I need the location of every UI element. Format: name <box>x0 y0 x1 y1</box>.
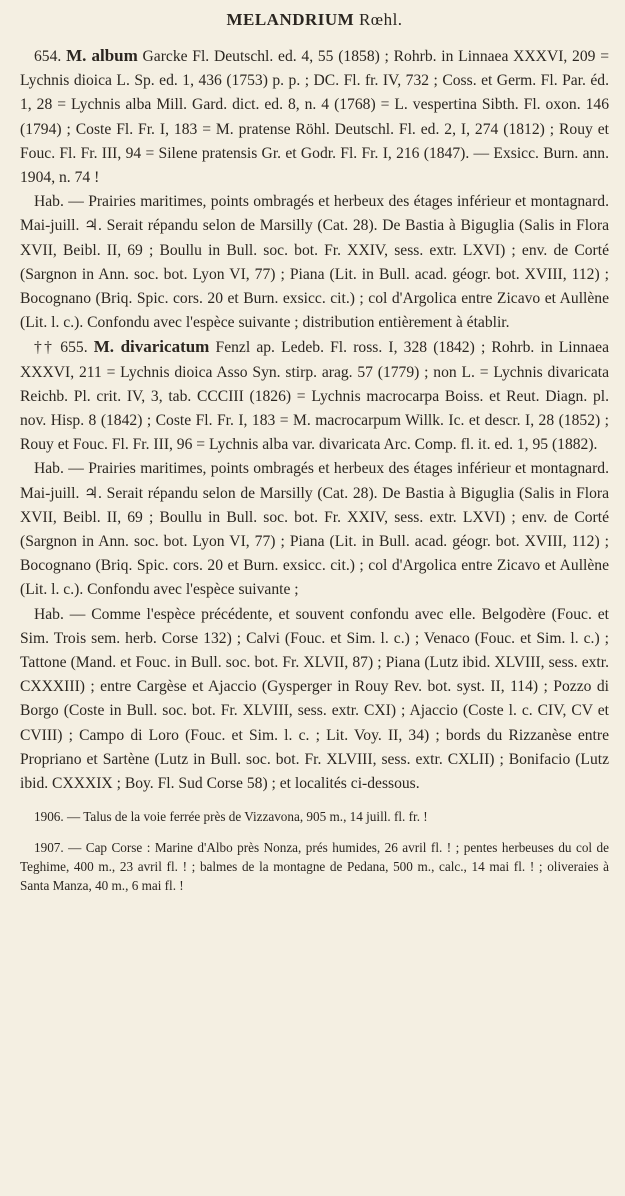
observation-1907: 1907. — Cap Corse : Marine d'Albo près Nonza, prés humides, 26 avril fl. ! ; pentes herbeuses du col de Teghime, 400 m., 23 avril fl. ! ; balmes de la montagne de Pedana, 500 m., calc., 14 mai fl. ! ; oliveraies à Santa Manza, 40 m., 6 mai fl. ! <box>20 840 609 893</box>
observation-1906: 1906. — Talus de la voie ferrée près de Vizzavona, 905 m., 14 juill. fl. fr. ! <box>34 809 428 825</box>
species-654-number: 654. <box>34 48 62 65</box>
running-head <box>20 10 609 30</box>
species-654-name: M. album <box>66 46 138 65</box>
species-655-number: 655. <box>60 339 88 357</box>
species-654-habitat: Hab. — Prairies maritimes, points ombragés et herbeux des étages inférieur et montagnard. Mai-juill. ♃. Serait répandu selon de Marsilly (Cat. 28). De Bastia à Biguglia (Salis in Flora XVII, Beibl. II, 69 ; Boullu in Bull. soc. bot. Fr. XXIV, sess. extr. LXVI) ; env. de Corté (Sargnon in Ann. soc. bot. Lyon VI, 77) ; Piana (Lit. in Bull. acad. géogr. bot. XVIII, 112) ; Bocognano (Briq. Spic. cors. 20 et Burn. exsicc. cit.) ; col d'Argolica entre Zicavo et Aullène (Lit. l. c.). Confondu avec l'espèce suivante ; distribution entièrement à établir. <box>20 193 609 332</box>
species-655-habitat: Hab. — Comme l'espèce précédente, et souvent confondu avec elle. Belgodère (Fouc. et Sim. Trois sem. herb. Corse 132) ; Calvi (Fouc. et Sim. l. c.) ; Venaco (Fouc. et Sim. l. c.) ; Tattone (Mand. et Fouc. in Bull. soc. bot. Fr. XLVII, 87) ; Piana (Lutz ibid. XLVIII, sess. extr. CXXXIII) ; entre Cargèse et Ajaccio (Gysperger in Rouy Rev. bot. syst. II, 114) ; Pozzo di Borgo (Coste in Bull. soc. bot. Fr. XLVIII, sess. extr. CXI) ; Ajaccio (Coste l. c. CIV, CV et CVIII) ; Campo di Loro (Fouc. et Sim. l. c. ; Lit. Voy. II, 34) ; bords du Rizzanèse entre Propriano et Sartène (Lutz in Bull. soc. bot. Fr. XLVIII, sess. extr. CXLII) ; Bonifacio (Lutz ibid. CXXXIX ; Boy. Fl. Sud Corse 58) ; et localités ci-dessous. <box>20 605 609 793</box>
species-654-synonymy: Garcke Fl. Deutschl. ed. 4, 55 (1858) ; Rohrb. in Linnaea XXXVI, 209 = Lychnis dioica L. Sp. ed. 1, 436 (1753) p. p. ; DC. Fl. fr. IV, 732 ; Coss. et Germ. Fl. Par. éd. 1, 28 = Lychnis alba Mill. Gard. dict. ed. 8, n. 4 (1768) = L. vespertina Sibth. Fl. oxon. 146 (1794) ; Coste Fl. Fr. I, 183 = M. pratense Röhl. Deutschl. Fl. ed. 2, I, 274 (1812) ; Rouy et Fouc. Fl. Fr. III, 94 = Silene pratensis Gr. et Godr. Fl. Fr. I, 216 (1847). — Exsicc. Burn. ann. 1904, n. 74 ! <box>20 48 609 187</box>
running-head-genus: MELANDRIUM <box>226 10 355 29</box>
species-655-marker: †† <box>34 339 55 357</box>
species-655-name: M. divaricatum <box>93 337 210 357</box>
species-655-synonymy: Fenzl ap. Ledeb. Fl. ross. I, 328 (1842) ; Rohrb. in Linnaea XXXVI, 211 = Lychnis dioica Asso Syn. stirp. arag. 57 (1779) ; non L. = Lychnis divaricata Reichb. Pl. crit. IV, 3, tab. CCCIII (1826) = Lychnis macrocarpa Boiss. et Reut. Diagn. pl. nov. Hisp. 8 (1842) ; Coste Fl. Fr. I, 183 = M. macrocarpum Willk. Ic. et descr. I, 28 (1852) ; Rouy et Fouc. Fl. Fr. III, 96 = Lychnis alba var. divaricata Arc. Comp. fl. it. ed. 1, 95 (1882). <box>20 339 609 454</box>
species-655-entry <box>20 335 609 457</box>
species-655-habitat-repeat: Hab. — Prairies maritimes, points ombragés et herbeux des étages inférieur et montagnard. Mai-juill. ♃. Serait répandu selon de Marsilly (Cat. 28). De Bastia à Biguglia (Salis in Flora XVII, Beibl. II, 69 ; Boullu in Bull. soc. bot. Fr. XXIV, sess. extr. LXVI) ; env. de Corté (Sargnon in Ann. soc. bot. Lyon VI, 77) ; Piana (Lit. in Bull. acad. géogr. bot. XVIII, 112) ; Bocognano (Briq. Spic. cors. 20 et Burn. exsicc. cit.) ; col d'Argolica entre Zicavo et Aullène (Lit. l. c.). Confondu avec l'espèce suivante ; <box>20 460 609 599</box>
species-654-entry <box>20 44 609 190</box>
running-head-author: Rœhl. <box>358 10 403 29</box>
